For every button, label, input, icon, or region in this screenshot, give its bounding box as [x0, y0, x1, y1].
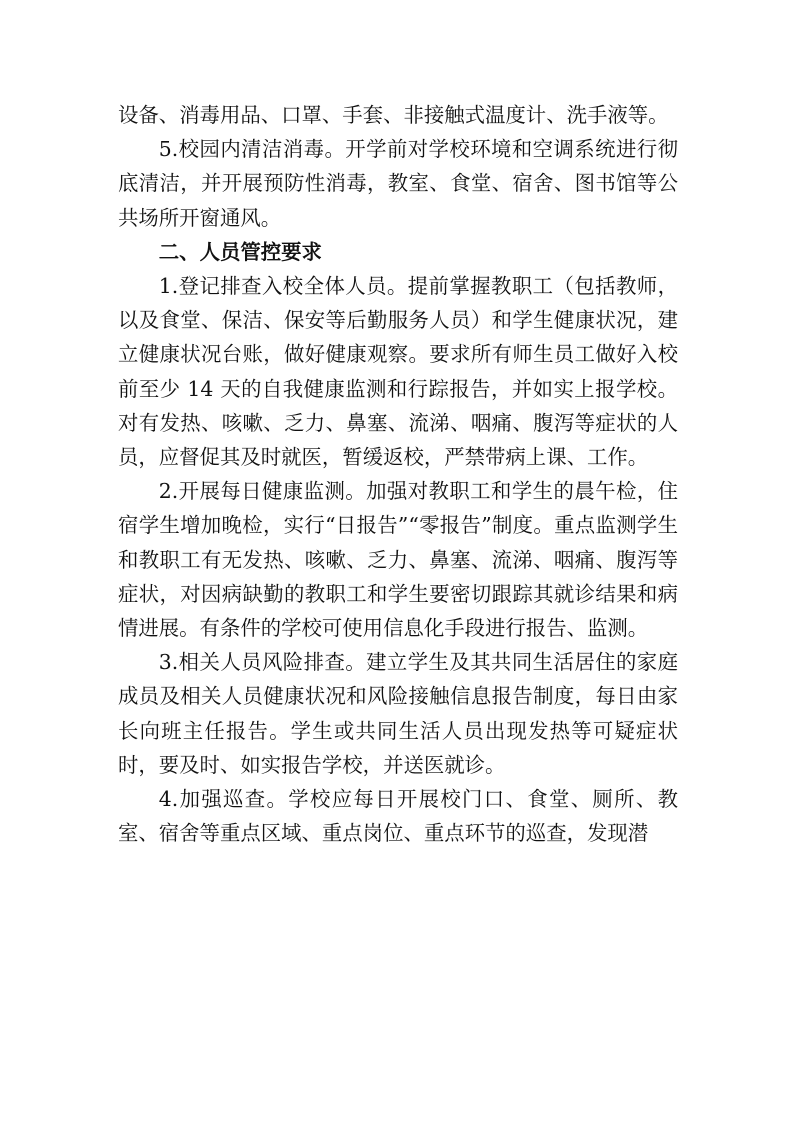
continuation-paragraph: [118, 98, 678, 132]
section-heading: 二、人员管控要求: [158, 239, 322, 264]
item-5-paragraph: [118, 132, 678, 235]
item-3-text: 建立学生及其共同生活居住的家庭成员及相关人员健康状况和风险接触信息报告制度，每日由家长向班主任报告。学生或共同生活人员出现发热等可疑症状时，要及时、如实报告学校，并送医就诊。: [118, 650, 678, 777]
item-3-paragraph: [118, 645, 678, 782]
item-2-lead: 2.开展每日健康监测。: [158, 479, 367, 504]
item-1-paragraph: [118, 269, 678, 474]
document-page: [118, 98, 678, 850]
item-3-lead: 3.相关人员风险排查。: [158, 650, 367, 675]
item-2-text: 加强对教职工和学生的晨午检，住宿学生增加晚检，实行“日报告”“零报告”制度。重点监测学生和教职工有无发热、咳嗽、乏力、鼻塞、流涕、咽痛、腹泻等症状，对因病缺勤的教职工和学生要密切跟踪其就诊结果和病情进展。有条件的学校可使用信息化手段进行报告、监测。: [118, 479, 678, 641]
item-4-paragraph: [118, 782, 678, 850]
item-5-text: 开学前对学校环境和空调系统进行彻底清洁，并开展预防性消毒，教室、食堂、宿舍、图书馆等公共场所开窗通风。: [118, 137, 678, 230]
item-4-lead: 4.加强巡查。: [158, 787, 289, 812]
item-1-text: 提前掌握教职工（包括教师，以及食堂、保洁、保安等后勤服务人员）和学生健康状况，建立健康状况台账，做好健康观察。要求所有师生员工做好入校前至少 14 天的自我健康监测和行踪报告，并如实上报学校。对有发热、咳嗽、乏力、鼻塞、流涕、咽痛、腹泻等症状的人员，应督促其及时就医，暂缓返校，严禁带病上课、工作。: [118, 274, 678, 470]
item-5-lead: 5.校园内清洁消毒。: [158, 137, 346, 162]
item-1-lead: 1.登记排查入校全体人员。: [158, 274, 408, 299]
continuation-text: 设备、消毒用品、口罩、手套、非接触式温度计、洗手液等。: [118, 103, 669, 127]
item-4-text: 学校应每日开展校门口、食堂、厕所、教室、宿舍等重点区域、重点岗位、重点环节的巡查，发现潜: [118, 787, 678, 846]
item-2-paragraph: [118, 474, 678, 645]
